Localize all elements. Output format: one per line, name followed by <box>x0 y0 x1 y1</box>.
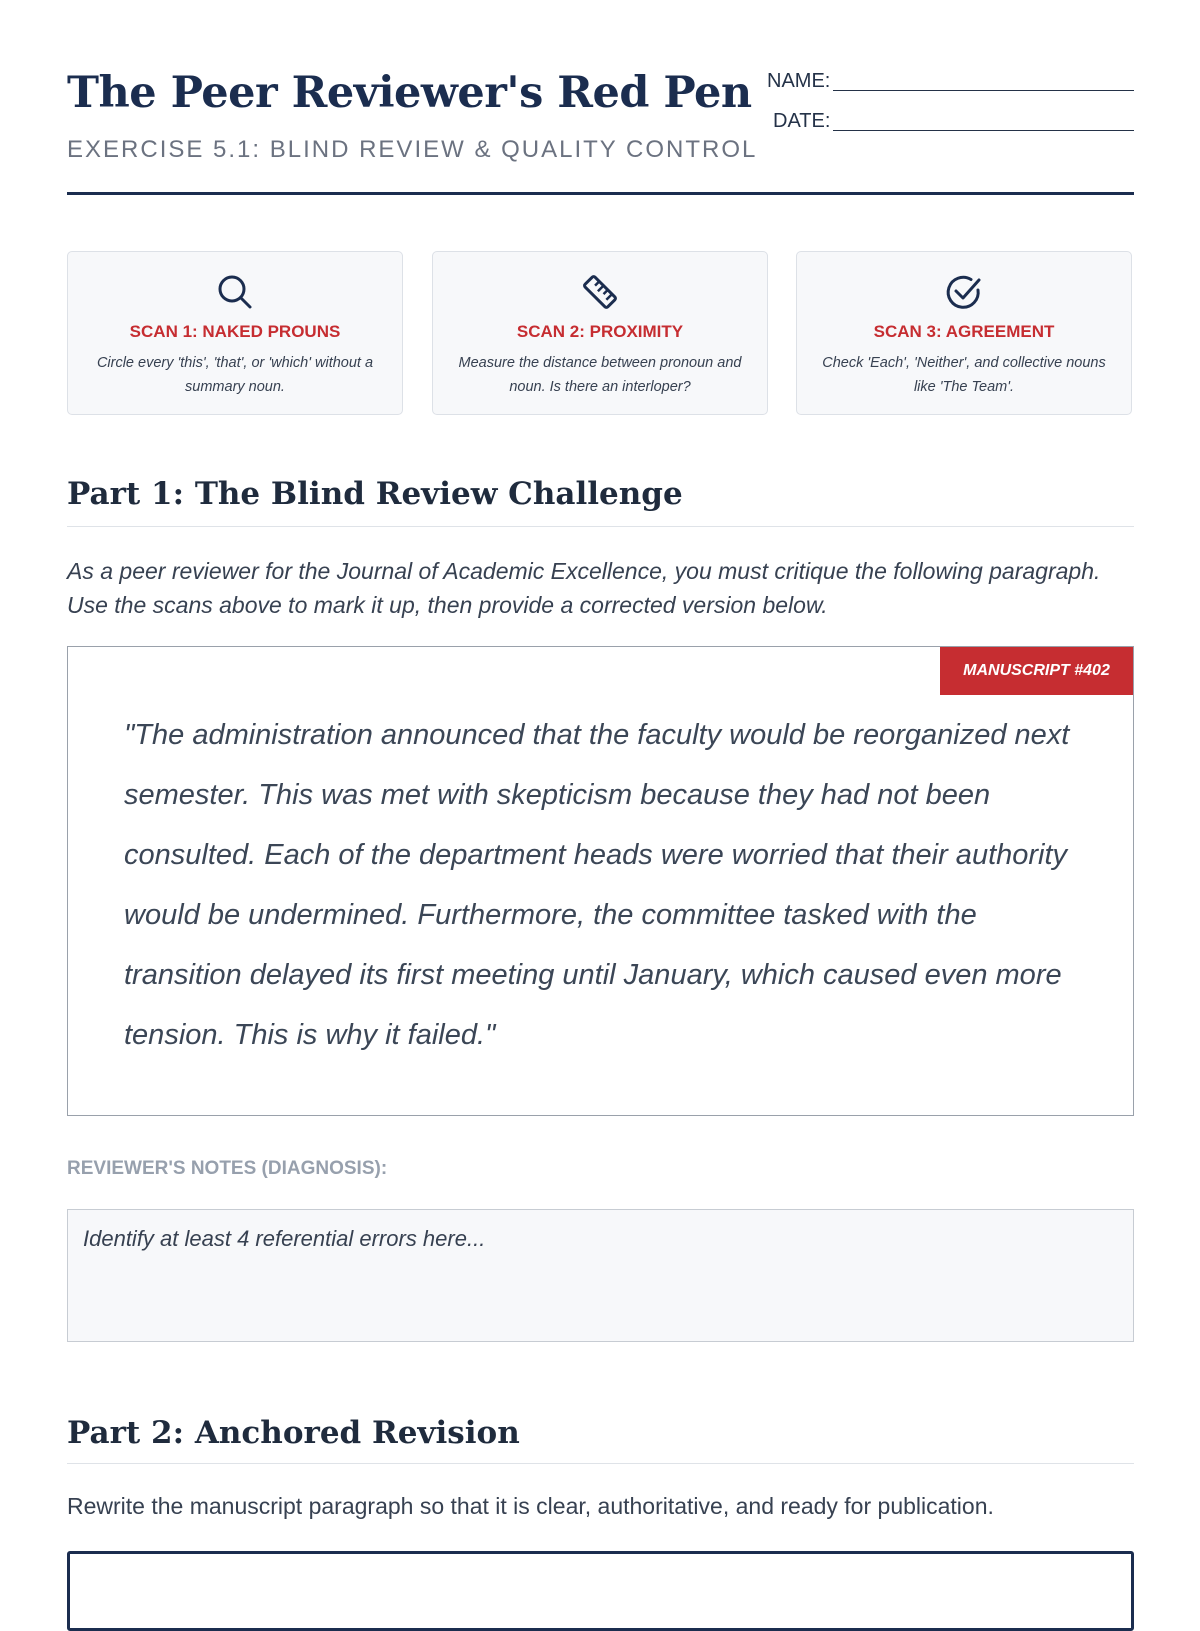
ruler-icon <box>580 272 620 312</box>
part2-instructions: Rewrite the manuscript paragraph so that it is clear, authoritative, and ready for publication. <box>67 1493 994 1519</box>
scan-card-naked-pronouns <box>67 251 403 415</box>
scan-description: Measure the distance between pronoun and noun. Is there an interloper? <box>458 355 742 395</box>
manuscript-box <box>67 646 1134 1116</box>
student-fields <box>740 66 1134 146</box>
page-subtitle: EXERCISE 5.1: BLIND REVIEW & QUALITY CONTROL <box>67 136 758 163</box>
manuscript-badge: MANUSCRIPT #402 <box>940 647 1133 695</box>
part2-title: Part 2: Anchored Revision <box>67 1415 520 1451</box>
name-field[interactable] <box>740 66 1134 106</box>
scan-card-proximity <box>432 251 768 415</box>
date-label: DATE: <box>773 110 831 132</box>
magnifier-icon <box>215 272 255 312</box>
scan-title: SCAN 2: PROXIMITY <box>516 322 684 341</box>
header-divider <box>67 192 1134 195</box>
page-title: The Peer Reviewer's Red Pen <box>67 68 752 118</box>
revision-field[interactable] <box>67 1551 1134 1631</box>
date-field[interactable] <box>740 106 1134 146</box>
scan-description: Check 'Each', 'Neither', and collective nouns like 'The Team'. <box>822 355 1106 395</box>
manuscript-paragraph: "The administration announced that the faculty would be reorganized next semester. This was met with skepticism because they had not been consulted. Each of the department heads were worried that their authority would be undermined. Furthermore, the committee tasked with the transition delayed its first meeting until January, which caused even more tension. This is why it failed." <box>124 719 1070 1051</box>
scan-title: SCAN 1: NAKED PROUNS <box>129 322 341 341</box>
scan-title: SCAN 3: AGREEMENT <box>873 322 1055 341</box>
reviewer-notes-label: REVIEWER'S NOTES (DIAGNOSIS): <box>67 1158 388 1179</box>
part1-title: Part 1: The Blind Review Challenge <box>67 476 683 512</box>
name-underline[interactable] <box>833 90 1134 91</box>
part2-divider <box>67 1463 1134 1464</box>
part1-divider <box>67 526 1134 527</box>
scan-card-agreement <box>796 251 1132 415</box>
part1-instructions: As a peer reviewer for the Journal of Academic Excellence, you must critique the following paragraph. Use the scans above to mark it up, then provide a corrected version below. <box>67 558 1101 618</box>
check-circle-icon <box>944 272 984 312</box>
scan-description: Circle every 'this', 'that', or 'which' without a summary noun. <box>96 355 374 395</box>
name-label: NAME: <box>767 70 831 92</box>
date-underline[interactable] <box>833 130 1134 131</box>
reviewer-notes-field[interactable]: Identify at least 4 referential errors here... <box>67 1209 1134 1342</box>
scan-cards <box>67 251 1134 417</box>
